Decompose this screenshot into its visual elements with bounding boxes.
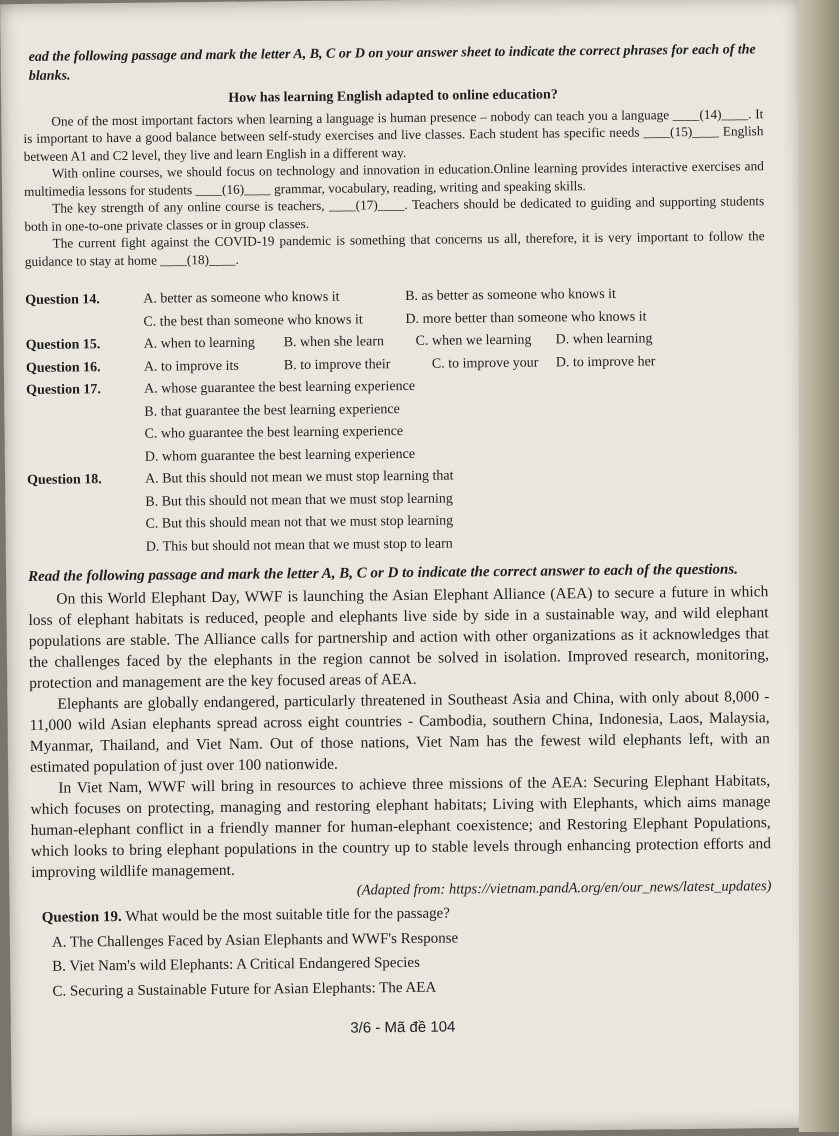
question-text: What would be the most suitable title for the passage? [125,905,450,925]
passage-1-paragraph-1: One of the most important factors when learning a language is human presence – nobody can teach you a language ____(14)____. It is important to have a good balance between self-study exercises and live classes. Each student has specific needs ____(15)____ English between A1 and C2 level, they live and learn English in a different way. [23,105,764,164]
question-label: Question 15. [25,337,101,353]
passage-1-title: How has learning English adapted to online education? [228,87,558,106]
question-label: Question 16. [25,359,101,376]
question-label: Question 18. [27,472,102,488]
passage-2-paragraph-1: On this World Elephant Day, WWF is launching the Asian Elephant Alliance (AEA) to secure a future in which loss of elephant habitats is reduced, people and elephants live side by side in a sustainable way, and wild elephant populations are stable. The Alliance calls for partnership and action with other organizations as it acknowledges that the challenges faced by the elephants in the region cannot be solved in isolation. Improved research, monitoring, protection and management are the key focused areas of AEA. [28,582,770,692]
option-d[interactable]: D. when learning [555,331,653,348]
question-label: Question 17. [26,382,101,398]
passage-1-paragraph-3: The key strength of any online course is teachers, ____(17)____. Teachers should be dedicated to guiding and supporting students both in one-to-one private classes or in group classes. [24,193,765,234]
option-d[interactable]: D. to improve her [555,353,656,370]
option-c[interactable]: C. But this should mean not that we must stop learning [145,513,454,532]
option-a[interactable]: A. But this should not mean we must stop learning that [144,468,454,487]
source-citation: (Adapted from: https://vietnam.pandA.org/en/our_news/latest_updates) [356,877,772,899]
option-b[interactable]: B. Viet Nam's wild Elephants: A Critical Endangered Species [52,954,420,975]
option-c[interactable]: C. to improve your [431,355,539,372]
option-a[interactable]: A. better as someone who knows it [143,289,340,307]
option-b[interactable]: B. that guarantee the best learning experience [144,401,400,420]
question-18 [27,464,768,558]
option-a[interactable]: A. when to learning [143,335,255,352]
instruction-1: ead the following passage and mark the letter A, B, C or D on your answer sheet to indicate the correct phrases for each of the blanks. [28,42,756,84]
option-b[interactable]: B. as better as someone who knows it [405,286,616,304]
question-14 [25,284,765,333]
instruction-2: Read the following passage and mark the letter A, B, C or D to indicate the correct answer to each of the questions. [28,561,739,585]
question-16 [26,352,766,378]
page-content [23,41,773,1041]
option-d[interactable]: D. more better than someone who knows it [405,308,647,327]
option-a[interactable]: A. whose guarantee the best learning experience [144,378,416,397]
option-a[interactable]: A. The Challenges Faced by Asian Elephants and WWF's Response [51,929,459,951]
passage-1-paragraph-2: With online courses, we should focus on technology and innovation in education.Online learning provides interactive exercises and multimedia lessons for students ____(16)____ grammar, vocabulary, reading, writing and speaking skills. [23,158,764,199]
option-c[interactable]: C. the best than someone who knows it [143,311,363,330]
option-d[interactable]: D. This but should not mean that we must stop to learn [145,536,453,555]
question-15 [26,329,766,355]
page-footer: 3/6 - Mã đề 104 [350,1018,456,1037]
background-edge [799,0,839,1132]
option-a[interactable]: A. to improve its [143,358,239,375]
option-c[interactable]: C. Securing a Sustainable Future for Asian Elephants: The AEA [52,979,437,1000]
question-label: Question 14. [25,292,100,308]
passage-2-paragraph-2: Elephants are globally endangered, particularly threatened in Southeast Asia and China, with only about 8,000 - 11,000 wild Asian elephants spread across eight countries - Cambodia, southern China, Indonesia, Laos, Malaysia, Myanmar, Thailand, and Viet Nam. Out of those nations, Viet Nam has the fewest wild elephants left, with an estimated population of just over 100 nationwide. [29,687,770,776]
passage-1-paragraph-4: The current fight against the COVID-19 pandemic is something that concerns us all, therefore, it is very important to follow the guidance to stay at home ____(18)____. [24,228,765,269]
option-b[interactable]: B. to improve their [283,356,391,373]
option-c[interactable]: C. who guarantee the best learning experience [144,424,404,442]
option-d[interactable]: D. whom guarantee the best learning experience [144,446,416,465]
option-b[interactable]: B. when she learn [283,334,385,351]
question-17 [26,374,767,468]
question-label: Question 19. [41,908,122,926]
option-b[interactable]: B. But this should not mean that we must stop learning [145,491,453,510]
question-19 [42,901,772,927]
passage-2-paragraph-3: In Viet Nam, WWF will bring in resources to achieve three missions of the AEA: Securing Elephant Habitats, which focuses on protecting, managing and restoring elephant habitats; Living with Elephants, which aims manage human-elephant conflict in a friendly manner for human-elephant coexistence; and Restoring Elephant Populations, which looks to bring elephant populations in the country up to stable levels through enhancing protection efforts and improving wildlife management. [30,771,772,881]
option-c[interactable]: C. when we learning [415,332,532,349]
